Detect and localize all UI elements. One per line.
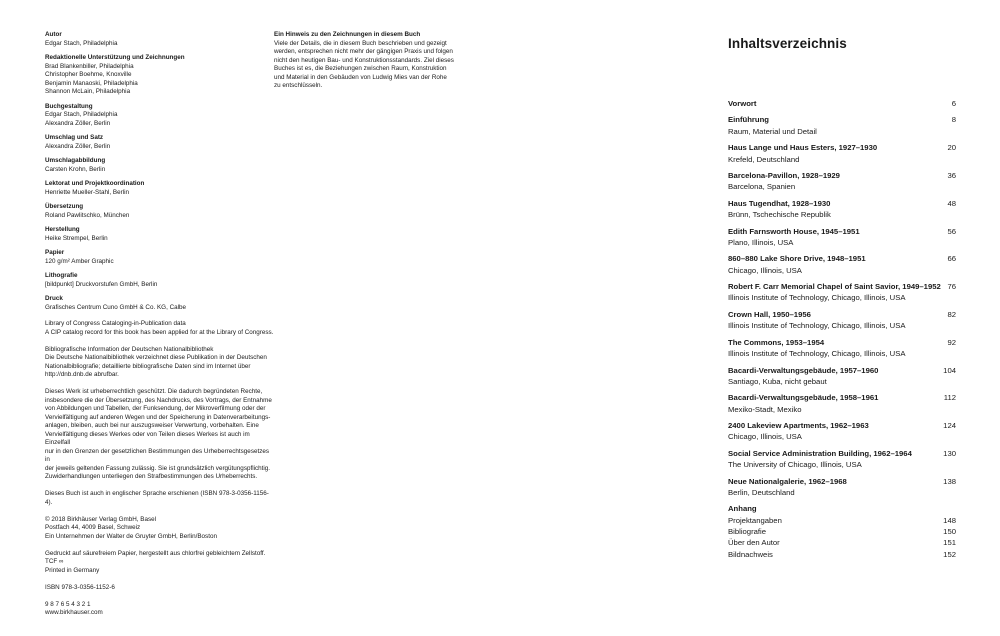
appendix-label: Bibliografie: [728, 527, 767, 537]
appendix-page: 151: [943, 538, 956, 548]
toc-entry: [728, 281, 956, 304]
toc-entry-row: [728, 420, 956, 431]
toc-entry-row: [728, 253, 956, 264]
toc-entry: [728, 420, 956, 443]
toc-entry: [728, 476, 956, 499]
toc-entry-subtitle: Raum, Material und Detail: [728, 126, 817, 136]
appendix-label: Bildnachweis: [728, 549, 773, 559]
legal-paragraph: Dieses Buch ist auch in englischer Sprache erschienen (ISBN 978-3-0356-1156-4).: [45, 490, 269, 506]
toc-entry: [728, 448, 956, 471]
toc-entry-title: Haus Lange und Haus Esters, 1927–1930: [728, 143, 878, 153]
drawings-note: [274, 31, 459, 91]
toc-entry: [728, 365, 956, 388]
colophon: [45, 31, 275, 626]
credit-heading: Umschlag und Satz: [45, 134, 104, 141]
toc-entry-row: [728, 281, 956, 292]
toc-entry-subtitle: The University of Chicago, Illinois, USA: [728, 460, 862, 470]
credit-item: [45, 157, 275, 174]
toc-entry-subtitle: Brünn, Tschechische Republik: [728, 210, 831, 220]
toc-entry-page: 130: [943, 448, 956, 458]
credit-value: Grafisches Centrum Cuno GmbH & Co. KG, Calbe: [45, 303, 187, 311]
credit-item: [45, 203, 275, 220]
toc-entry-row: [728, 392, 956, 403]
toc-entry-subtitle: Plano, Illinois, USA: [728, 237, 794, 247]
credit-item: [45, 54, 275, 97]
toc-entry-row: [728, 337, 956, 348]
toc-title: Inhaltsverzeichnis: [728, 36, 847, 51]
toc-entry-row: [728, 98, 956, 109]
toc-entry-page: 104: [943, 365, 956, 375]
credit-heading: Buchgestaltung: [45, 102, 93, 110]
toc-entry-page: 124: [943, 421, 956, 431]
credit-value: Heike Strempel, Berlin: [45, 234, 108, 242]
toc-entry-title: Barcelona-Pavillon, 1928–1929: [728, 171, 840, 181]
appendix-heading: Anhang: [728, 504, 757, 514]
toc-entry: [728, 226, 956, 249]
legal-paragraph: ISBN 978-3-0356-1152-6: [45, 583, 115, 591]
credit-item: [45, 134, 275, 151]
appendix-page: 148: [943, 515, 956, 525]
credit-heading: Übersetzung: [45, 203, 84, 210]
appendix-row: [728, 549, 956, 560]
credit-value: Alexandra Zöller, Berlin: [45, 142, 111, 150]
toc-entry-page: 76: [947, 282, 956, 292]
credit-heading: Umschlagabbildung: [45, 157, 106, 164]
toc-entry-page: 92: [947, 337, 956, 347]
toc-entry-subtitle: Illinois Institute of Technology, Chicago, Illinois, USA: [728, 321, 906, 331]
appendix-page: 150: [943, 527, 956, 537]
toc-entry-title: Bacardi-Verwaltungsgebäude, 1958–1961: [728, 393, 879, 403]
toc-entry: [728, 98, 956, 109]
credit-heading: Lithografie: [45, 272, 78, 279]
toc-entry-subtitle: Berlin, Deutschland: [728, 487, 795, 497]
toc-entry-row: [728, 142, 956, 153]
legal-paragraph: © 2018 Birkhäuser Verlag GmbH, Basel Postfach 44, 4009 Basel, Schweiz Ein Unternehmen der Walter de Gruyter GmbH, Berlin/Boston: [45, 515, 217, 540]
credit-item: [45, 103, 275, 129]
toc-entry-title: 2400 Lakeview Apartments, 1962–1963: [728, 421, 869, 431]
toc-entry-row: [728, 198, 956, 209]
credit-item: [45, 31, 275, 48]
credit-heading: Papier: [45, 249, 65, 256]
legal-paragraph: Dieses Werk ist urheberrechtlich geschützt. Die dadurch begründeten Rechte, insbesondere die der Übersetzung, des Nachdrucks, des Vortrags, der Entnahme von Abbildungen und Tabellen, der Funksendung, der Mikroverfilmung oder der Vervielfältigung auf anderen Wegen und der Speicherung in Datenverarbeitungs- anlagen, bleiben, auch bei nur auszugsweiser Verwertung, vorbehalten. Eine Vervielfältigung dieses Werkes oder von Teilen dieses Werkes ist auch im Einzelfall nur in den Grenzen der gesetzlichen Bestimmungen des Urheberrechtsgesetzes in der jeweils geltenden Fassung zulässig. Sie ist grundsätzlich vergütungspflichtig. Zuwiderhandlungen unterliegen den Strafbestimmungen des Urheberrechts.: [45, 388, 272, 480]
toc-entry-subtitle: Chicago, Illinois, USA: [728, 432, 802, 442]
toc-appendix: [728, 503, 956, 559]
credit-heading: Autor: [45, 31, 62, 38]
toc-entry-page: 82: [947, 309, 956, 319]
toc-entry-subtitle: Chicago, Illinois, USA: [728, 265, 802, 275]
toc-entry-subtitle: Illinois Institute of Technology, Chicago, Illinois, USA: [728, 349, 906, 359]
toc-entry-title: Robert F. Carr Memorial Chapel of Saint Savior, 1949–1952: [728, 282, 941, 292]
toc-entry-subtitle: Santiago, Kuba, nicht gebaut: [728, 376, 827, 386]
credit-value: [bildpunkt] Druckvorstufen GmbH, Berlin: [45, 280, 158, 288]
toc-entries: [728, 98, 956, 498]
appendix-page: 152: [943, 549, 956, 559]
credit-value: Roland Pawlitschko, München: [45, 211, 130, 219]
toc-entry-row: [728, 226, 956, 237]
credit-value: 120 g/m² Amber Graphic: [45, 257, 114, 265]
credit-item: [45, 249, 275, 266]
toc-entry-title: Crown Hall, 1950–1956: [728, 309, 811, 319]
toc-entry: [728, 114, 956, 137]
toc-entry-page: 8: [951, 115, 956, 125]
toc-entry-page: 112: [943, 393, 956, 403]
toc-entry: [728, 142, 956, 165]
legal-paragraph: Library of Congress Cataloging-in-Publication data A CIP catalog record for this book has been applied for at the Library of Congress.: [45, 320, 274, 336]
credit-item: [45, 180, 275, 197]
toc-entry: [728, 392, 956, 415]
toc-entry-subtitle: Illinois Institute of Technology, Chicago, Illinois, USA: [728, 293, 906, 303]
toc-entry-title: The Commons, 1953–1954: [728, 337, 825, 347]
credit-item: [45, 226, 275, 243]
credit-heading: Redaktionelle Unterstützung und Zeichnungen: [45, 54, 185, 61]
credits-list: [45, 31, 275, 312]
toc-entry-page: 56: [947, 226, 956, 236]
toc-entry-title: Vorwort: [728, 99, 757, 108]
toc-entry-row: [728, 114, 956, 125]
toc-entry-row: [728, 309, 956, 320]
toc-entry-row: [728, 170, 956, 181]
toc-entry-row: [728, 365, 956, 376]
credit-value: Carsten Krohn, Berlin: [45, 165, 106, 173]
legal-paragraph: Bibliografische Information der Deutschen Nationalbibliothek Die Deutsche Nationalbibliothek verzeichnet diese Publikation in der Deutschen Nationalbibliografie; detaillierte bibliografische Daten sind im Internet über http://dnb.dnb.de abrufbar.: [45, 345, 267, 378]
credit-heading: Herstellung: [45, 226, 80, 233]
appendix-row: [728, 537, 956, 548]
toc-entry-title: Edith Farnsworth House, 1945–1951: [728, 226, 860, 236]
toc-entry-page: 20: [947, 143, 956, 153]
credit-value: Brad Blankenbiller, Philadelphia Christopher Boehme, Knoxville Benjamin Manaoski, Philadelphia Shannon McLain, Philadelphia: [45, 62, 138, 95]
toc-entry-row: [728, 448, 956, 459]
toc-entry: [728, 337, 956, 360]
toc-entry-title: Haus Tugendhat, 1928–1930: [728, 198, 831, 208]
note-heading: Ein Hinweis zu den Zeichnungen in diesem Buch: [274, 31, 421, 38]
appendix-items: [728, 515, 956, 560]
credit-value: Henriette Mueller-Stahl, Berlin: [45, 188, 129, 196]
legal-text: [45, 320, 275, 618]
toc-entry-title: Social Service Administration Building, 1962–1964: [728, 448, 912, 458]
toc-entry: [728, 170, 956, 193]
table-of-contents: [728, 36, 956, 560]
credit-heading: Druck: [45, 295, 63, 302]
toc-entry-page: 48: [947, 198, 956, 208]
credit-value: Edgar Stach, Philadelphia: [45, 39, 118, 47]
toc-entry-page: 36: [947, 171, 956, 181]
credit-item: [45, 295, 275, 312]
toc-entry-page: 66: [947, 254, 956, 264]
toc-entry-page: 6: [951, 99, 956, 108]
toc-entry-title: Einführung: [728, 115, 769, 125]
appendix-label: Projektangaben: [728, 515, 782, 525]
toc-entry-subtitle: Krefeld, Deutschland: [728, 154, 800, 164]
toc-entry: [728, 309, 956, 332]
credit-value: Edgar Stach, Philadelphia Alexandra Zöller, Berlin: [45, 111, 118, 127]
credit-item: [45, 272, 275, 289]
appendix-row: [728, 515, 956, 526]
toc-entry-subtitle: Barcelona, Spanien: [728, 182, 796, 192]
toc-entry-title: 860–880 Lake Shore Drive, 1948–1951: [728, 254, 866, 264]
toc-entry-title: Bacardi-Verwaltungsgebäude, 1957–1960: [728, 365, 879, 375]
toc-entry-page: 138: [943, 476, 956, 486]
toc-entry-title: Neue Nationalgalerie, 1962–1968: [728, 476, 847, 486]
toc-entry: [728, 198, 956, 221]
toc-entry-subtitle: Mexiko-Stadt, Mexiko: [728, 404, 802, 414]
legal-paragraph: Gedruckt auf säurefreiem Papier, hergestellt aus chlorfrei gebleichtem Zellstoff. TCF ∞ Printed in Germany: [45, 549, 266, 574]
appendix-row: [728, 526, 956, 537]
legal-paragraph: 9 8 7 6 5 4 3 2 1 www.birkhauser.com: [45, 600, 103, 616]
note-text: Viele der Details, die in diesem Buch beschrieben und gezeigt werden, entsprechen nicht mehr der gängigen Praxis und folgen nicht den heutigen Bau- und Konstruktionsstandards. Ziel dieses Buches ist es, die Beziehungen zwischen Raum, Konstruktion und Material in den Gebäuden von Ludwig Mies van der Rohe zu entschlüsseln.: [274, 39, 454, 89]
toc-entry-row: [728, 476, 956, 487]
credit-heading: Lektorat und Projektkoordination: [45, 180, 145, 187]
toc-entry: [728, 253, 956, 276]
appendix-label: Über den Autor: [728, 538, 780, 548]
